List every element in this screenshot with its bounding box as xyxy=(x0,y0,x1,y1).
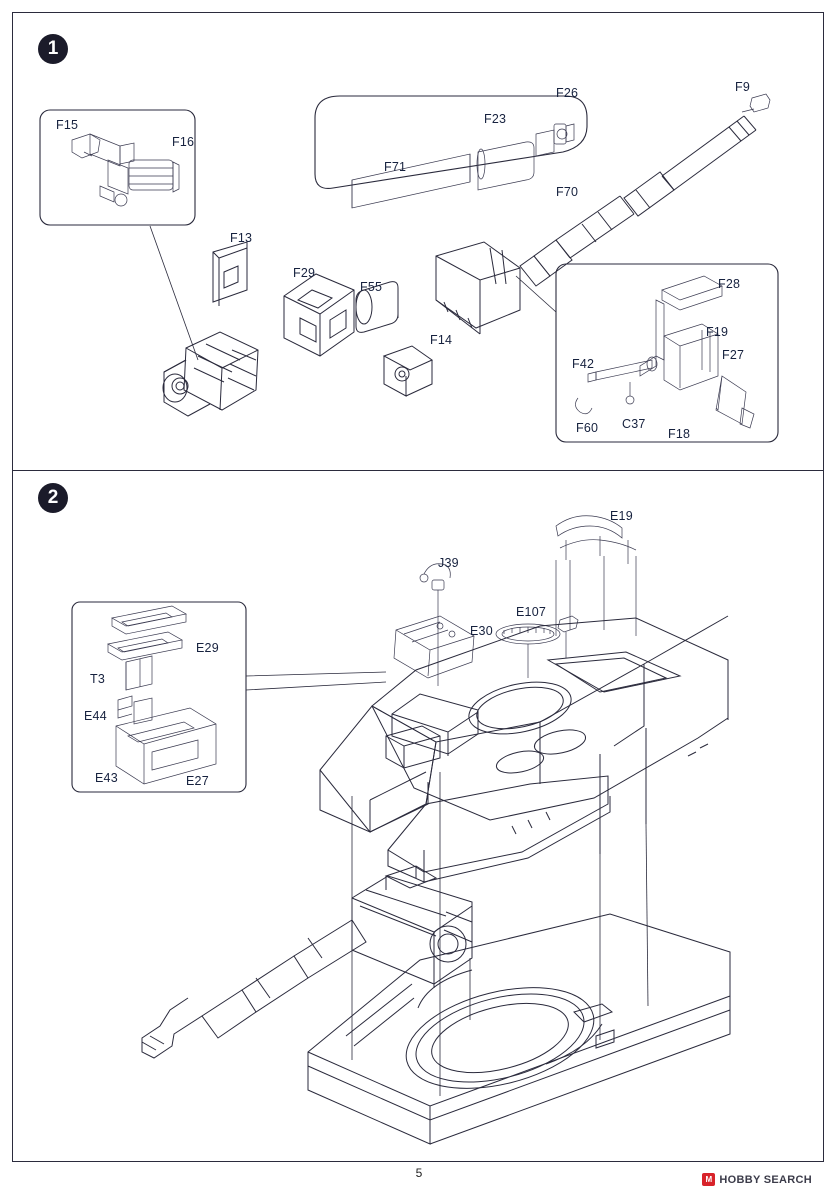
watermark-logo-icon: M xyxy=(702,1173,715,1186)
label-F23: F23 xyxy=(484,112,507,126)
label-F18: F18 xyxy=(668,427,691,441)
watermark-text: HOBBY SEARCH xyxy=(719,1173,812,1186)
label-F60: F60 xyxy=(576,421,599,435)
label-E30: E30 xyxy=(470,624,493,638)
label-F42: F42 xyxy=(572,357,595,371)
label-F55: F55 xyxy=(360,280,383,294)
label-F71: F71 xyxy=(384,160,407,174)
label-E107: E107 xyxy=(516,605,546,619)
label-F70: F70 xyxy=(556,185,579,199)
label-T3: T3 xyxy=(90,672,105,686)
label-F26: F26 xyxy=(556,86,579,100)
step-badge-2: 2 xyxy=(38,483,68,513)
label-E19: E19 xyxy=(610,509,633,523)
label-F28: F28 xyxy=(718,277,741,291)
label-F14: F14 xyxy=(430,333,453,347)
label-F29: F29 xyxy=(293,266,316,280)
label-E44: E44 xyxy=(84,709,107,723)
step-badge-1: 1 xyxy=(38,34,68,64)
label-E43: E43 xyxy=(95,771,118,785)
label-F19: F19 xyxy=(706,325,729,339)
label-E27: E27 xyxy=(186,774,209,788)
watermark xyxy=(702,1173,812,1186)
page-number: 5 xyxy=(415,1166,423,1180)
label-F9: F9 xyxy=(735,80,750,94)
label-F13: F13 xyxy=(230,231,253,245)
label-F27: F27 xyxy=(722,348,745,362)
label-F16: F16 xyxy=(172,135,195,149)
label-F15: F15 xyxy=(56,118,79,132)
label-J39: J39 xyxy=(438,556,459,570)
label-C37: C37 xyxy=(622,417,646,431)
label-E29: E29 xyxy=(196,641,219,655)
